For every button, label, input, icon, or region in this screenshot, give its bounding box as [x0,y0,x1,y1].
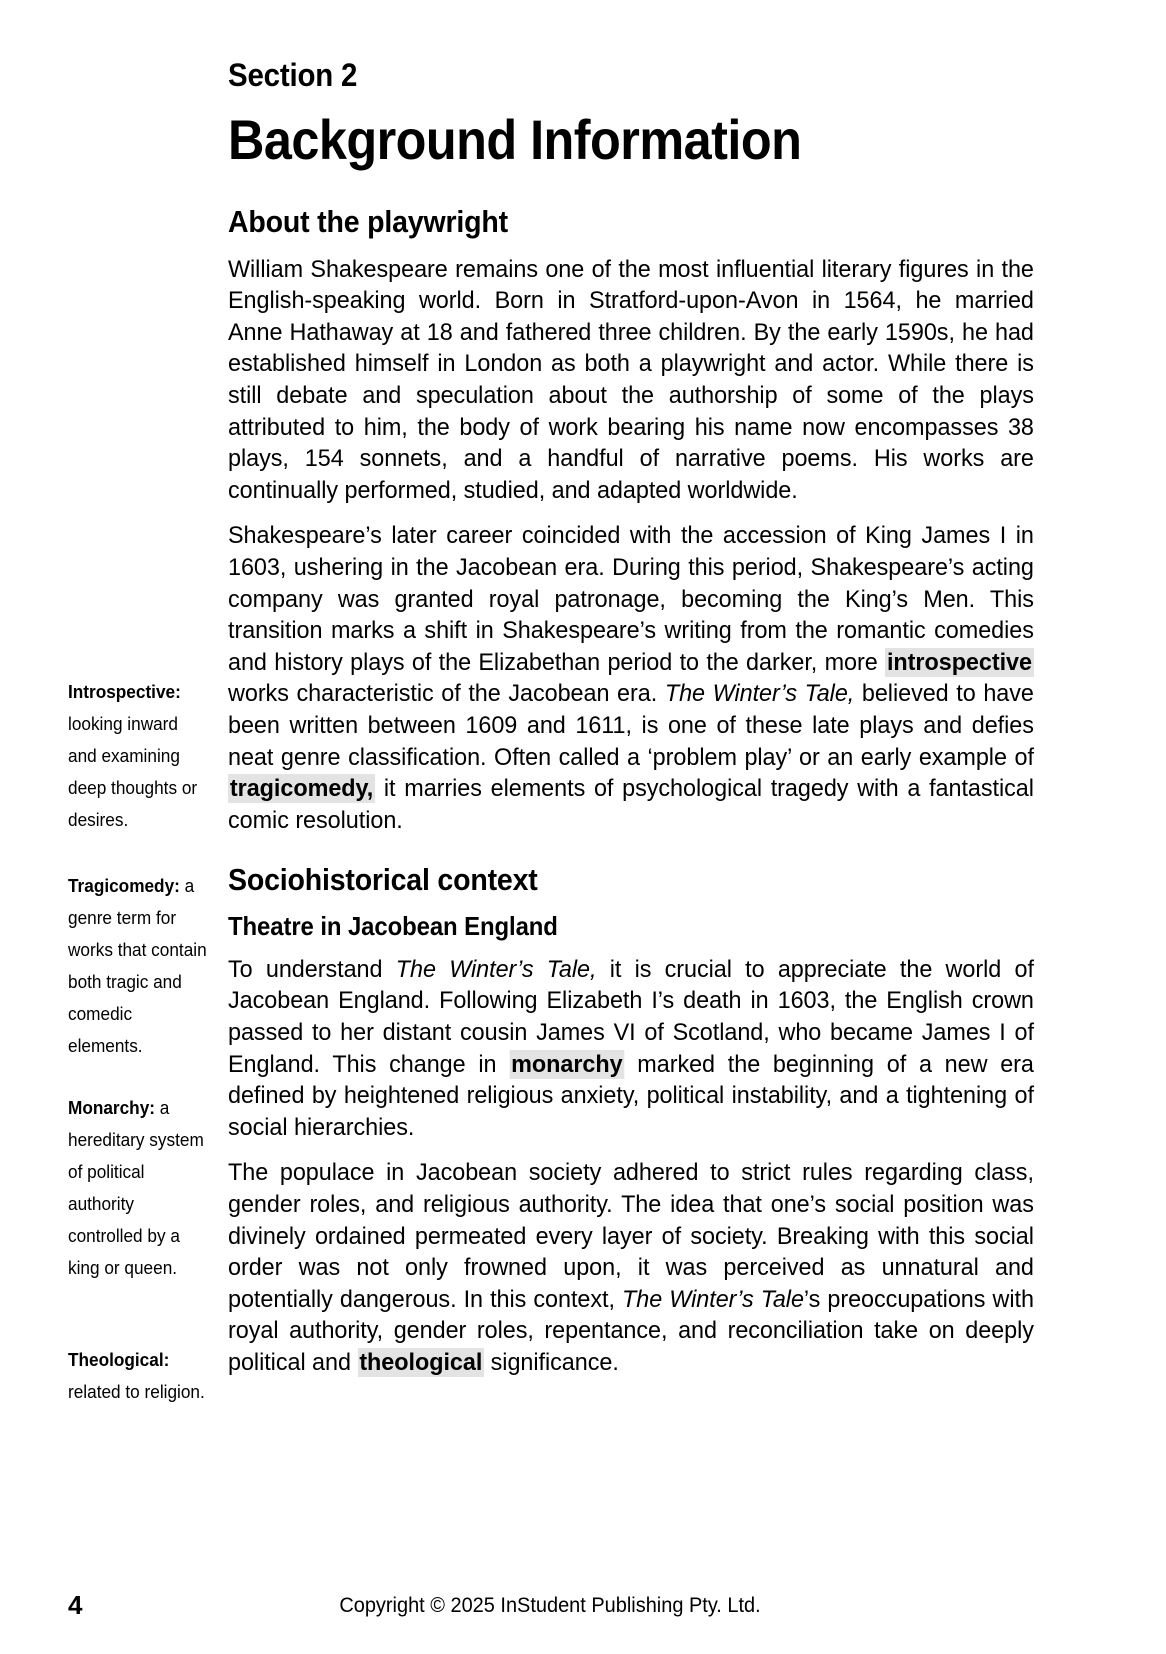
highlight-term-theological: theological [359,1348,483,1376]
glossary-definition: a genre term for works that contain both tragic and comedic elements. [68,875,207,1056]
text-run: works characteristic of the Jacobean era. [228,680,665,708]
page-number: 4 [68,1590,83,1620]
text-run: it marries elements of psychological tragedy with a fantastical comic resolution. [228,775,1034,834]
text-run: significance. [484,1348,619,1376]
italic-title-winters-tale: The Winter’s Tale, [664,680,855,708]
highlight-term-tragicomedy: tragicomedy, [229,775,374,803]
paragraph-playwright-2 [228,520,1034,836]
glossary-note-monarchy [68,1092,208,1284]
glossary-term: Theological: [68,1349,170,1370]
glossary-note-theological [68,1344,208,1408]
copyright-notice: Copyright © 2025 InStudent Publishing Pty. Ltd. [339,1594,761,1617]
text-run: ’s preoccupations with royal authority, gender roles, repentance, and reconciliation take on deeply political and [228,1285,1034,1376]
glossary-note-introspective [68,676,208,836]
page-footer [0,1588,1166,1628]
highlight-term-monarchy: monarchy [511,1050,623,1078]
glossary-term: Introspective: [68,681,181,702]
glossary-definition: a hereditary system of political authority controlled by a king or queen. [68,1097,204,1278]
italic-title-winters-tale: The Winter’s Tale, [395,955,597,983]
text-run: believed to have been written between 1609 and 1611, is one of these late plays and defies neat genre classification. Often called a ‘problem play’ or an early example of [228,680,1034,771]
glossary-note-tragicomedy [68,870,208,1062]
text-run: The populace in Jacobean society adhered to strict rules regarding class, gender roles, and religious authority. The idea that one’s social position was divinely ordained permeated every layer of society. Breaking with this social order was not only frowned upon, it was perceived as unnatural and potentially dangerous. In this context, [228,1159,1034,1313]
glossary-definition: looking inward and examining deep thoughts or desires. [68,713,198,830]
heading-about-the-playwright: About the playwright [228,203,508,239]
italic-title-winters-tale: The Winter’s Tale [622,1285,804,1313]
text-run: William Shakespeare remains one of the most influential literary figures in the English-speaking world. Born in Stratford-upon-Avon in 1564, he married Anne Hathaway at 18 and fathered three children. By the early 1590s, he had established himself in London as both a playwright and actor. While there is still debate and speculation about the authorship of some of the plays attributed to him, the body of work bearing his name now encompasses 38 plays, 154 sonnets, and a handful of narrative poems. His works are continually performed, studied, and adapted worldwide. [228,255,1034,504]
paragraph-sociohistorical-1 [228,954,1034,1144]
text-run: Shakespeare’s later career coincided with the accession of King James I in 1603, ushering in the Jacobean era. During this period, Shakespeare’s acting company was granted royal patronage, becoming the King’s Men. This transition marks a shift in Shakespeare’s writing from the romantic comedies and history plays of the Elizabethan period to the darker, more [228,522,1034,676]
paragraph-playwright-1 [228,254,1034,507]
glossary-definition: related to religion. [68,1381,205,1402]
main-content-column [228,58,1034,1379]
heading-sociohistorical-context: Sociohistorical context [228,862,538,898]
subheading-theatre-in-jacobean-england: Theatre in Jacobean England [228,910,558,941]
paragraph-sociohistorical-2 [228,1157,1034,1378]
glossary-term: Monarchy: [68,1097,155,1118]
glossary-term: Tragicomedy: [68,875,180,896]
text-run: To understand [228,955,396,983]
page-title: Background Information [228,108,802,172]
section-label: Section 2 [228,57,358,93]
text-run: it is crucial to appreciate the world of Jacobean England. Following Elizabeth I’s death in 1603, the English crown passed to her distant cousin James VI of Scotland, who became James I of England. This change in [228,955,1034,1078]
highlight-term-introspective: introspective [886,648,1032,676]
text-run: marked the beginning of a new era defined by heightened religious anxiety, political instability, and a tightening of social hierarchies. [228,1050,1034,1141]
